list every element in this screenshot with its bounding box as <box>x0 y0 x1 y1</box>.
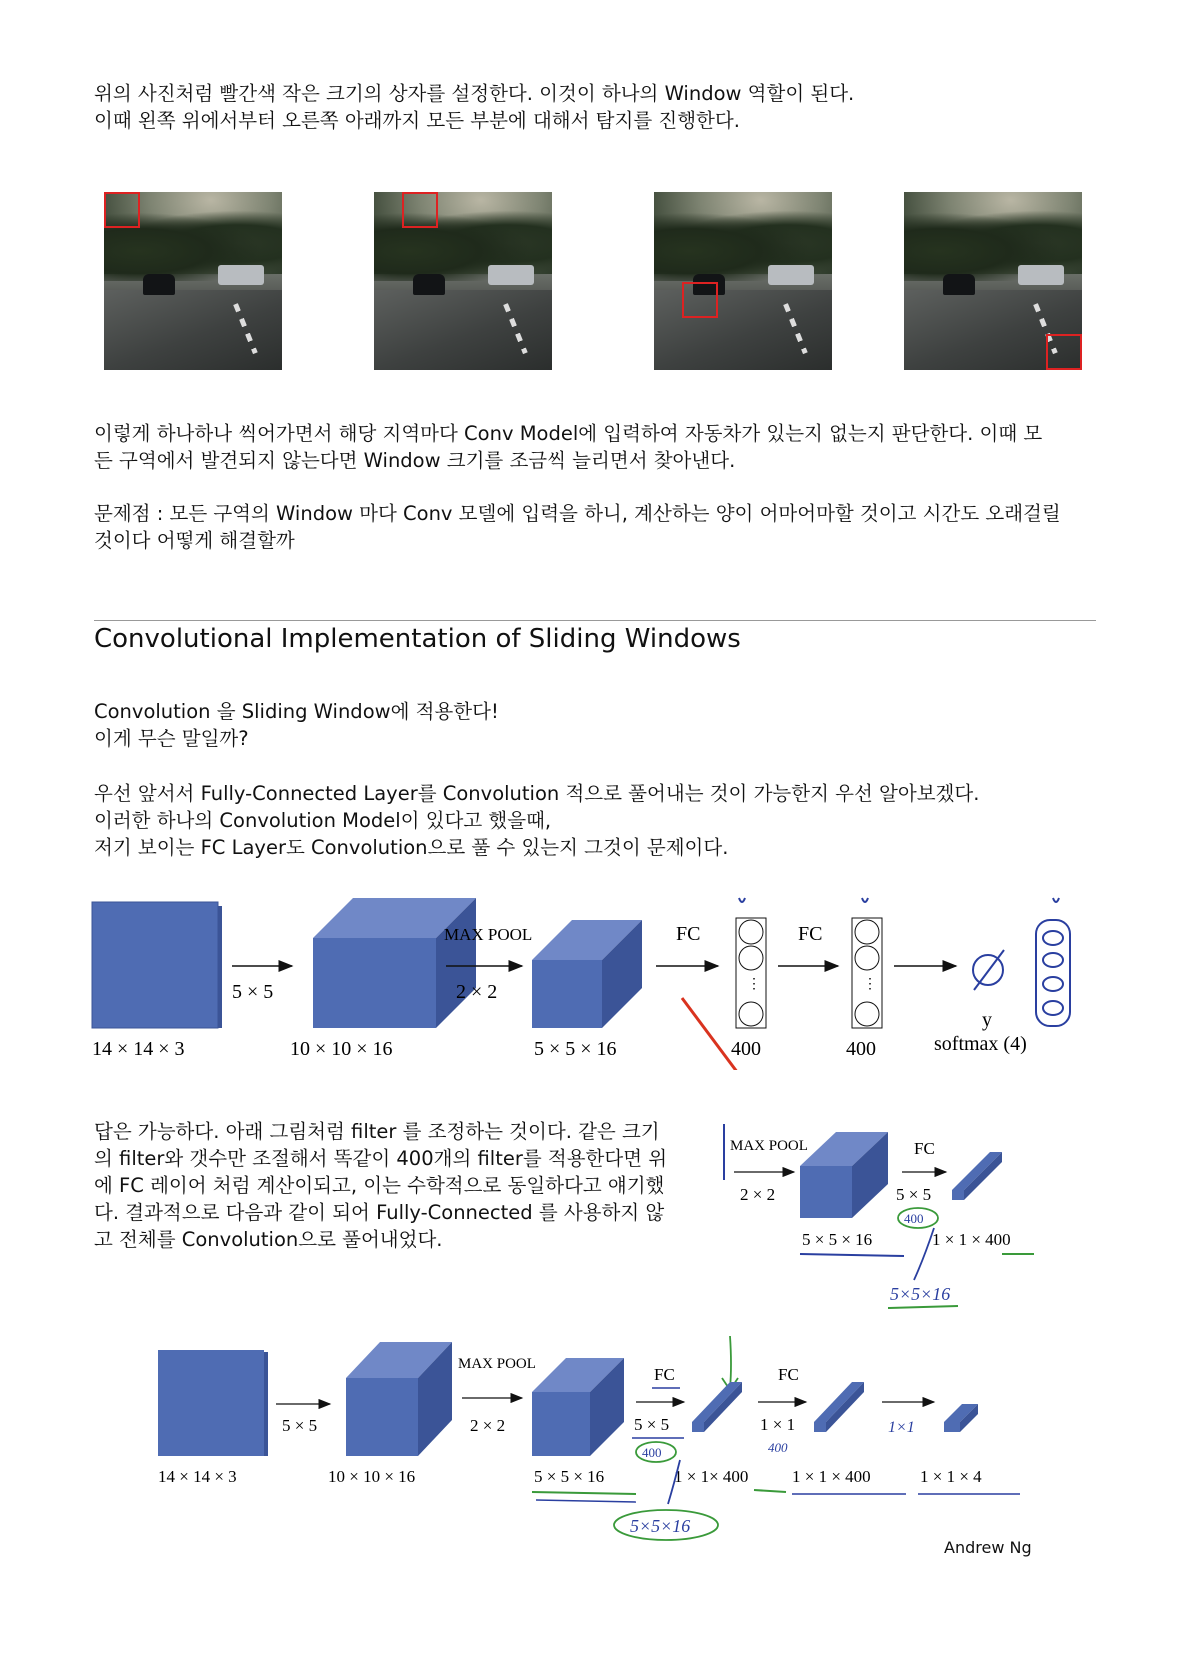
section-divider <box>94 620 1096 621</box>
label-fc2: FC <box>778 1365 799 1384</box>
label-op2: 5 × 5 <box>634 1415 670 1434</box>
note-shape: 5×5×16 <box>630 1516 691 1536</box>
label-input: 14 × 14 × 3 <box>92 1038 185 1060</box>
label-vol2: 5 × 5 × 16 <box>534 1467 605 1486</box>
label-out3: 1 × 1 × 4 <box>920 1467 982 1486</box>
label-fc: FC <box>914 1139 935 1158</box>
answer-paragraph: 답은 가능하다. 아래 그림처럼 filter 를 조정하는 것이다. 같은 크기 의 filter와 갯수만 조절해서 똑같이 400개의 filter를 적용한다면 위 에 FC 레이어 처럼 계산이되고, 이는 수학적으로 동일하다고 얘기했 다. 결과적으로 다음과 같이 되어 Fully-Connected 를 사용하지 않 고 전체를 Convolution으로 풀어내었다. <box>94 1120 668 1251</box>
conv-paragraph: Convolution 을 Sliding Window에 적용한다! 이게 무슨 말일까? <box>94 700 499 750</box>
diagram-fc-network <box>0 880 1182 1070</box>
label-op3: 1 × 1 <box>760 1415 796 1434</box>
label-op4: 1×1 <box>888 1419 915 1436</box>
section-title: Convolutional Implementation of Sliding Windows <box>94 624 741 654</box>
note-400: 400 <box>768 1440 788 1455</box>
credit: Andrew Ng <box>944 1538 1032 1557</box>
note-400: 400 <box>904 1211 924 1226</box>
sliding-window-box <box>1046 334 1082 370</box>
label-input: 14 × 14 × 3 <box>158 1467 237 1486</box>
volume-10x10x16 <box>346 1378 418 1456</box>
label-vol1: 10 × 10 × 16 <box>290 1038 393 1060</box>
input-volume <box>92 902 218 1028</box>
fc-layer-400-b <box>852 918 882 1028</box>
road-photo-4 <box>904 192 1082 370</box>
svg-text:⋮: ⋮ <box>863 977 877 992</box>
label-pool: 2 × 2 <box>740 1185 776 1204</box>
label-maxpool: MAX POOL <box>730 1138 808 1154</box>
label-op1: 5 × 5 <box>282 1416 318 1435</box>
volume-5x5x16 <box>532 1392 590 1456</box>
label-softmax: softmax (4) <box>934 1033 1027 1055</box>
diagram-fully-convolutional <box>0 1318 1182 1548</box>
label-out1: 1 × 1× 400 <box>674 1467 749 1486</box>
note-400: 400 <box>642 1445 662 1460</box>
road-photo-3 <box>654 192 832 370</box>
label-vol1: 10 × 10 × 16 <box>328 1467 416 1486</box>
volume-5x5x16 <box>532 960 602 1028</box>
fc-paragraph: 우선 앞서서 Fully-Connected Layer를 Convolution 적으로 풀어내는 것이 가능한지 우선 알아보겠다. 이러한 하나의 Convolution Model이 있다고 했을때, 저기 보이는 FC Layer도 Convolution으로 풀 수 있는지 그것이 문제이다. <box>94 782 980 859</box>
label-pool: 2 × 2 <box>470 1416 506 1435</box>
sliding-window-box <box>402 192 438 228</box>
note-shape: 5×5×16 <box>890 1284 951 1304</box>
label-op: 5 × 5 <box>896 1185 932 1204</box>
volume-10x10x16 <box>313 938 436 1028</box>
label-maxpool: MAX POOL <box>458 1356 536 1372</box>
fc-layer-400-a <box>736 918 766 1028</box>
label-fc1: FC <box>676 923 701 945</box>
road-photo-1 <box>104 192 282 370</box>
handwritten-output-symbol <box>739 898 1070 1026</box>
input-volume <box>158 1350 264 1456</box>
label-n2: 400 <box>846 1038 876 1060</box>
label-op1: 5 × 5 <box>232 981 274 1003</box>
intro-paragraph: 위의 사진처럼 빨간색 작은 크기의 상자를 설정한다. 이것이 하나의 Window 역할이 된다. 이때 왼쪽 위에서부터 오른쪽 아래까지 모든 부분에 대해서 탐지를 진행한다. <box>94 82 855 132</box>
search-paragraph: 이렇게 하나하나 씩어가면서 해당 지역마다 Conv Model에 입력하여 자동차가 있는지 없는지 판단한다. 이때 모 든 구역에서 발견되지 않는다면 Window 크기를 조금씩 늘리면서 찾아낸다. <box>94 422 1043 472</box>
label-n1: 400 <box>731 1038 761 1060</box>
label-fc2: FC <box>798 923 823 945</box>
diagram-fc-as-conv <box>0 1110 1182 1320</box>
label-maxpool: MAX POOL <box>444 925 533 944</box>
svg-text:⋮: ⋮ <box>747 977 761 992</box>
road-photo-2 <box>374 192 552 370</box>
label-fc1: FC <box>654 1365 675 1384</box>
problem-paragraph: 문제점 : 모든 구역의 Window 마다 Conv 모델에 입력을 하니, 계산하는 양이 어마어마할 것이고 시간도 오래걸릴 것이다 어떻게 해결할까 <box>94 502 1061 552</box>
label-y: y <box>982 1009 992 1031</box>
label-out: 1 × 1 × 400 <box>932 1230 1011 1249</box>
volume-5x5x16 <box>800 1166 852 1218</box>
label-vol2: 5 × 5 × 16 <box>534 1038 617 1060</box>
label-pool: 2 × 2 <box>456 981 498 1003</box>
sliding-window-box <box>682 282 718 318</box>
label-vol: 5 × 5 × 16 <box>802 1230 873 1249</box>
sliding-window-box <box>104 192 140 228</box>
label-out2: 1 × 1 × 400 <box>792 1467 871 1486</box>
